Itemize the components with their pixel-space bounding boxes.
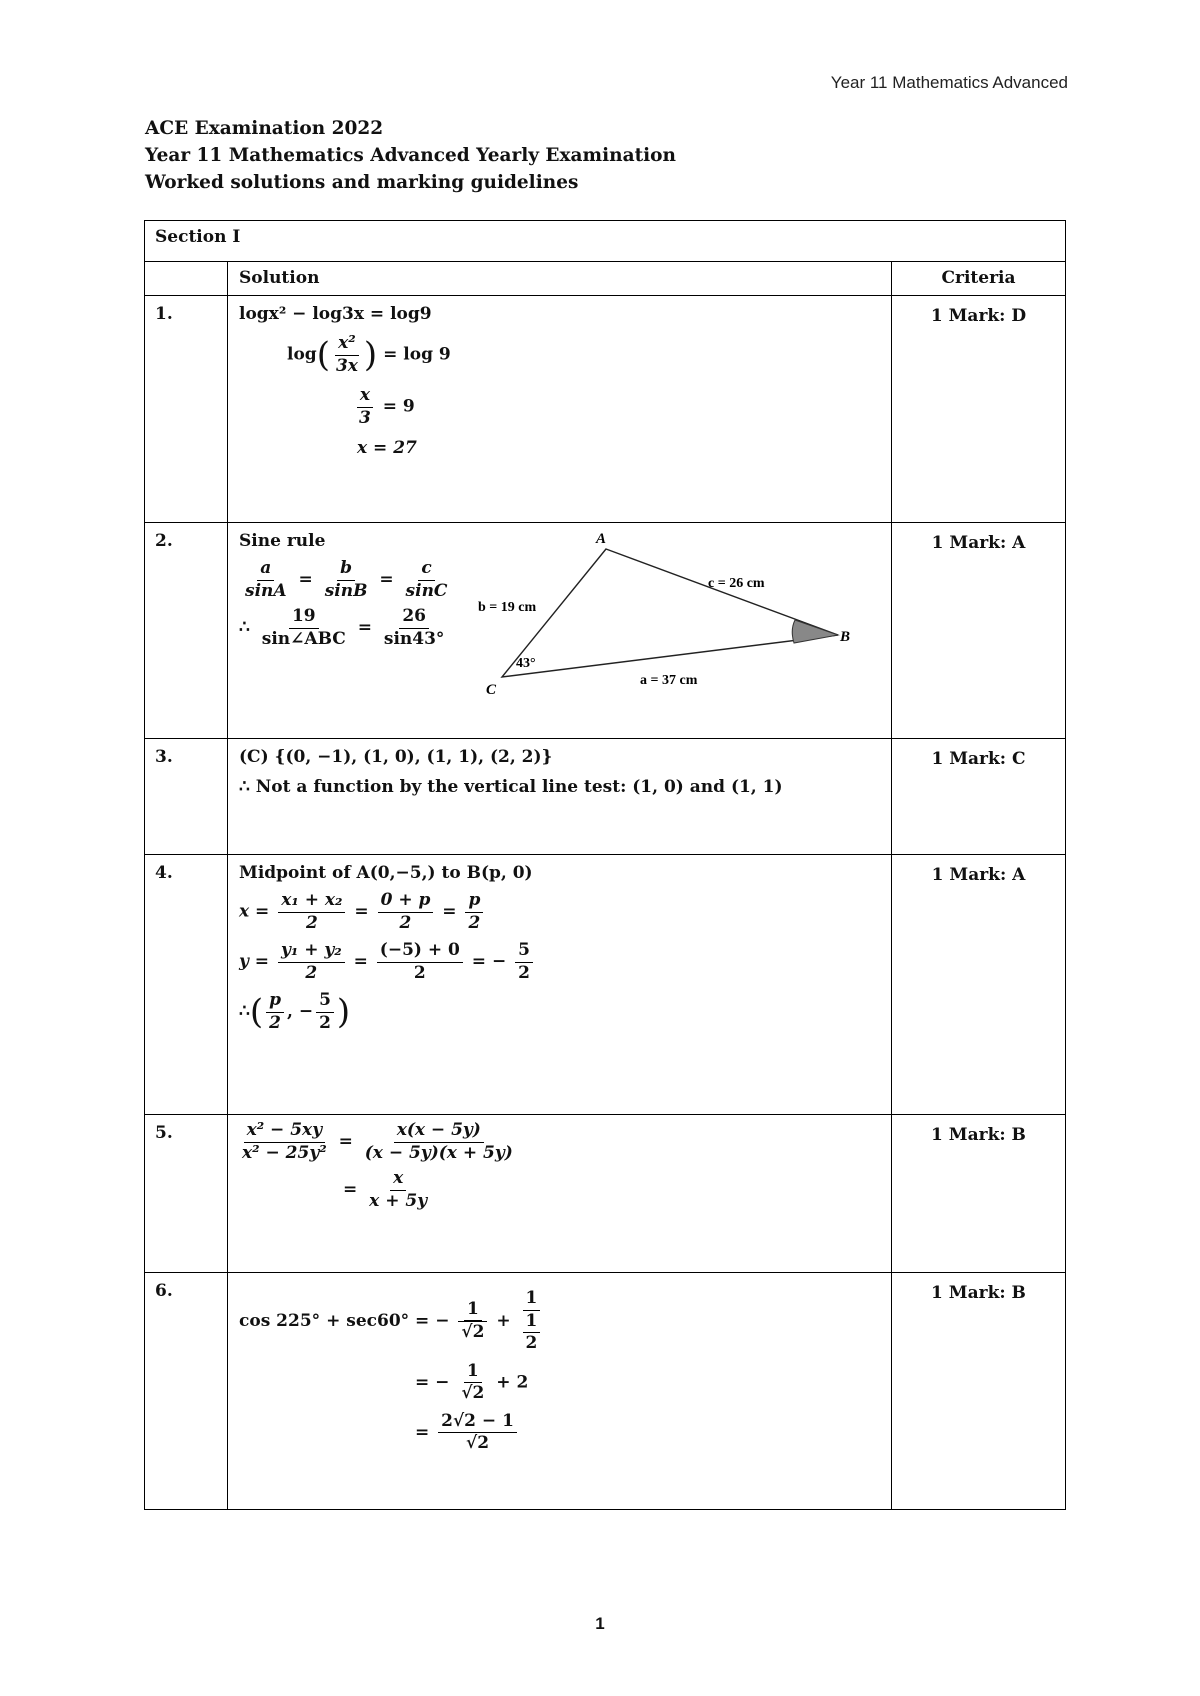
q4-heading: Midpoint of A(0,−5,) to B(p, 0)	[239, 863, 533, 883]
document-title	[145, 115, 676, 196]
q6-line-1: cos 225° + sec60° = − $\frac{1}{√2}$ + $\frac{1}{\frac{1}{2}}$	[239, 1289, 881, 1354]
question-number: 5.	[145, 1115, 228, 1273]
side-b-label: b = 19 cm	[478, 600, 537, 615]
table-row	[145, 523, 1066, 739]
title-line-2: Year 11 Mathematics Advanced Yearly Examination	[145, 145, 676, 166]
question-number: 6.	[145, 1273, 228, 1510]
q6-line-3: = $\frac{2√2 - 1}{√2}$	[415, 1412, 881, 1454]
triangle-shape	[502, 549, 838, 677]
section-label: Section I	[145, 221, 1066, 262]
solution-cell	[228, 1115, 892, 1273]
solution-cell	[228, 1273, 892, 1510]
question-number: 1.	[145, 296, 228, 523]
criteria-cell: 1 Mark: A	[892, 855, 1066, 1115]
angle-c-label: 43°	[516, 656, 536, 671]
page-number: 1	[595, 1614, 605, 1633]
question-number: 4.	[145, 855, 228, 1115]
q1-line-3: $\frac{x}{3}$ = 9	[353, 386, 881, 428]
q2-sine-rule: $\frac{a}{\sin A}$ = $\frac{b}{\sin B}$ = $\frac{c}{\sin C}$	[245, 558, 448, 601]
q1-line-2: log( $\frac{\text{x²}}{3x}$ ) = log 9	[287, 333, 451, 376]
q6-line-2: = − $\frac{1}{√2}$ + 2	[415, 1360, 529, 1404]
criteria-cell: 1 Mark: B	[892, 1273, 1066, 1510]
criteria-cell: 1 Mark: C	[892, 739, 1066, 855]
q3-line-1: (C) {(0, −1), (1, 0), (1, 1), (2, 2)}	[239, 747, 553, 767]
q1-line-4: x = 27	[357, 438, 417, 459]
q5-line-1: $\frac{\text{x² − 5xy}}{\text{x² − 25y²}}$ = $\frac{x(x - 5y)}{(x - 5y)(x + 5y)}$	[242, 1120, 513, 1163]
vertex-c-label: C	[486, 682, 497, 698]
table-row	[145, 296, 1066, 523]
criteria-cell: 1 Mark: B	[892, 1115, 1066, 1273]
solution-column-header: Solution	[228, 262, 892, 296]
solution-cell	[228, 523, 892, 739]
solution-cell	[228, 855, 892, 1115]
q5-line-2: = $\frac{x}{x + 5y}$	[343, 1168, 428, 1211]
q1-line-1: logx² − log3x = log9	[239, 304, 432, 324]
q4-answer-line: ∴( $\frac{p}{2}$ , − $\frac{5}{2}$ )	[239, 990, 351, 1033]
question-number: 3.	[145, 739, 228, 855]
title-line-1: ACE Examination 2022	[145, 118, 384, 139]
q4-y-line: y = $\frac{\text{y₁ + y₂}}{2}$ = $\frac{(-5) + 0}{2}$ = − $\frac{5}{2}$	[239, 941, 881, 983]
criteria-column-header: Criteria	[892, 262, 1066, 296]
triangle-diagram	[468, 527, 851, 702]
solutions-table	[144, 220, 1066, 1510]
q2-substitution: ∴ $\frac{19}{\text{sin∠ABC}}$ = $\frac{26}{\sin 43^\circ}$	[239, 606, 445, 649]
vertex-b-label: B	[840, 629, 851, 645]
table-row	[145, 739, 1066, 855]
q2-heading: Sine rule	[239, 531, 326, 551]
criteria-cell: 1 Mark: D	[892, 296, 1066, 523]
table-row	[145, 1273, 1066, 1510]
title-line-3: Worked solutions and marking guidelines	[145, 172, 579, 193]
q4-x-line: x = $\frac{\text{x₁ + x₂}}{2}$ = $\frac{0 + p}{2}$ = $\frac{p}{2}$	[239, 891, 881, 933]
side-a-label: a = 37 cm	[640, 673, 698, 688]
table-row	[145, 1115, 1066, 1273]
vertex-a-label: A	[596, 531, 607, 547]
criteria-cell: 1 Mark: A	[892, 523, 1066, 739]
side-c-label: c = 26 cm	[708, 576, 765, 591]
solution-cell	[228, 739, 892, 855]
q3-line-2: ∴ Not a function by the vertical line test: (1, 0) and (1, 1)	[239, 777, 783, 797]
table-row	[145, 855, 1066, 1115]
section-row	[145, 221, 1066, 262]
running-header: Year 11 Mathematics Advanced	[830, 73, 1068, 92]
solution-cell	[228, 296, 892, 523]
angle-b-marker	[792, 620, 838, 643]
question-number: 2.	[145, 523, 228, 739]
number-column-header	[145, 262, 228, 296]
table-header-row	[145, 262, 1066, 296]
